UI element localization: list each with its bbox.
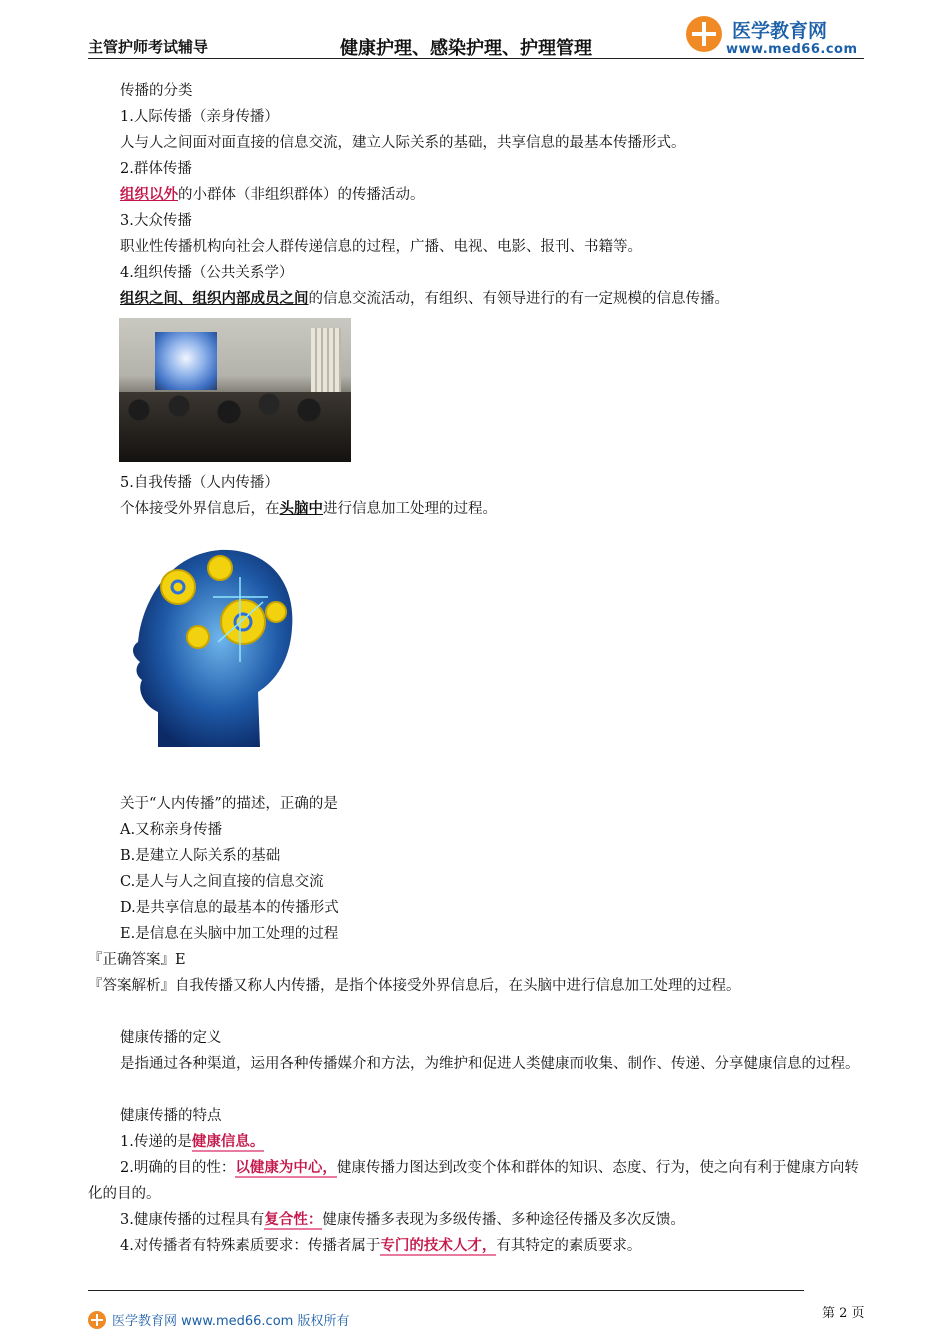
correct-answer: 『正确答案』E: [88, 952, 186, 968]
page-header: [88, 8, 864, 58]
feature-1-highlight: 健康信息。: [191, 1133, 265, 1150]
question-option-e: E.是信息在头脑中加工处理的过程: [120, 926, 339, 942]
item2-desc: [88, 182, 864, 208]
question-option-a: A.又称亲身传播: [120, 822, 223, 838]
item1-title: 1.人际传播（亲身传播）: [120, 109, 279, 125]
item5-rest: 进行信息加工处理的过程。: [323, 501, 497, 517]
projector-screen: [155, 332, 217, 390]
item2-title: 2.群体传播: [120, 161, 192, 177]
item4-desc: [88, 286, 864, 312]
feature-4: [88, 1233, 864, 1259]
feature-1: [88, 1129, 864, 1155]
question-option-d: D.是共享信息的最基本的传播形式: [120, 900, 339, 916]
feature-2-rest: 健康传播力图达到改变个体和群体的知识、态度、行为，使之向有利于健康方向转化的目的。: [88, 1160, 859, 1202]
item4-title: 4.组织传播（公共关系学）: [120, 265, 294, 281]
item5-title: 5.自我传播（人内传播）: [120, 475, 279, 491]
health-comm-feat-title: 健康传播的特点: [120, 1108, 222, 1124]
item4-highlight: 组织之间、组织内部成员之间: [120, 290, 309, 307]
item3-desc: 职业性传播机构向社会人群传递信息的过程，广播、电视、电影、报刊、书籍等。: [120, 239, 642, 255]
logo-url: www.med66.com: [726, 42, 858, 57]
feature-4-pre: 4.对传播者有特殊素质要求：传播者属于: [120, 1238, 381, 1254]
feature-2-highlight: 以健康为中心，: [235, 1159, 337, 1176]
item2-highlight: 组织以外: [120, 186, 178, 203]
question-option-c: C.是人与人之间直接的信息交流: [120, 874, 324, 890]
window-blinds: [311, 328, 341, 398]
brain-gears-illustration: [128, 542, 298, 757]
footer-logo-icon: [88, 1311, 106, 1329]
feature-1-pre: 1.传递的是: [120, 1134, 192, 1150]
footer-divider: [88, 1290, 804, 1291]
header-divider: [88, 58, 864, 59]
health-comm-def-title: 健康传播的定义: [120, 1030, 222, 1046]
site-logo[interactable]: [686, 12, 866, 58]
item5-desc: [88, 496, 864, 522]
feature-3-highlight: 复合性：: [264, 1211, 323, 1228]
footer-text: 医学教育网 www.med66.com 版权所有: [112, 1314, 350, 1329]
answer-analysis: 『答案解析』自我传播又称人内传播，是指个体接受外界信息后，在头脑中进行信息加工处理的过程。: [88, 978, 741, 994]
question-option-b: B.是建立人际关系的基础: [120, 848, 281, 864]
meeting-photo: [119, 318, 351, 462]
feature-2-pre: 2.明确的目的性：: [120, 1160, 236, 1176]
question-stem: 关于“人内传播”的描述，正确的是: [120, 796, 338, 812]
logo-emblem-icon: [686, 16, 722, 52]
section-title-classification: 传播的分类: [120, 83, 193, 99]
item3-title: 3.大众传播: [120, 213, 192, 229]
page-number: 第 2 页: [822, 1306, 865, 1321]
item4-rest: 的信息交流活动，有组织、有领导进行的有一定规模的信息传播。: [308, 291, 729, 307]
item5-highlight: 头脑中: [279, 500, 323, 517]
feature-3-pre: 3.健康传播的过程具有: [120, 1212, 265, 1228]
item2-rest: 的小群体（非组织群体）的传播活动。: [178, 187, 425, 203]
logo-name: 医学教育网: [732, 20, 828, 42]
document-body: [88, 78, 864, 1259]
health-comm-def-text: 是指通过各种渠道，运用各种传播媒介和方法，为维护和促进人类健康而收集、制作、传递、分享健康信息的过程。: [120, 1056, 860, 1072]
feature-4-rest: 有其特定的素质要求。: [496, 1238, 642, 1254]
footer-copyright[interactable]: [88, 1310, 349, 1329]
feature-2: [88, 1155, 864, 1207]
feature-3-rest: 健康传播多表现为多级传播、多种途径传播及多次反馈。: [322, 1212, 685, 1228]
item5-pre: 个体接受外界信息后，在: [120, 501, 280, 517]
feature-3: [88, 1207, 864, 1233]
header-course-title: 主管护师考试辅导: [88, 38, 209, 56]
feature-4-highlight: 专门的技术人才，: [380, 1237, 497, 1254]
header-subject-title: 健康护理、感染护理、护理管理: [340, 38, 592, 59]
meeting-attendees: [119, 392, 351, 462]
item1-desc: 人与人之间面对面直接的信息交流，建立人际关系的基础，共享信息的最基本传播形式。: [120, 135, 686, 151]
